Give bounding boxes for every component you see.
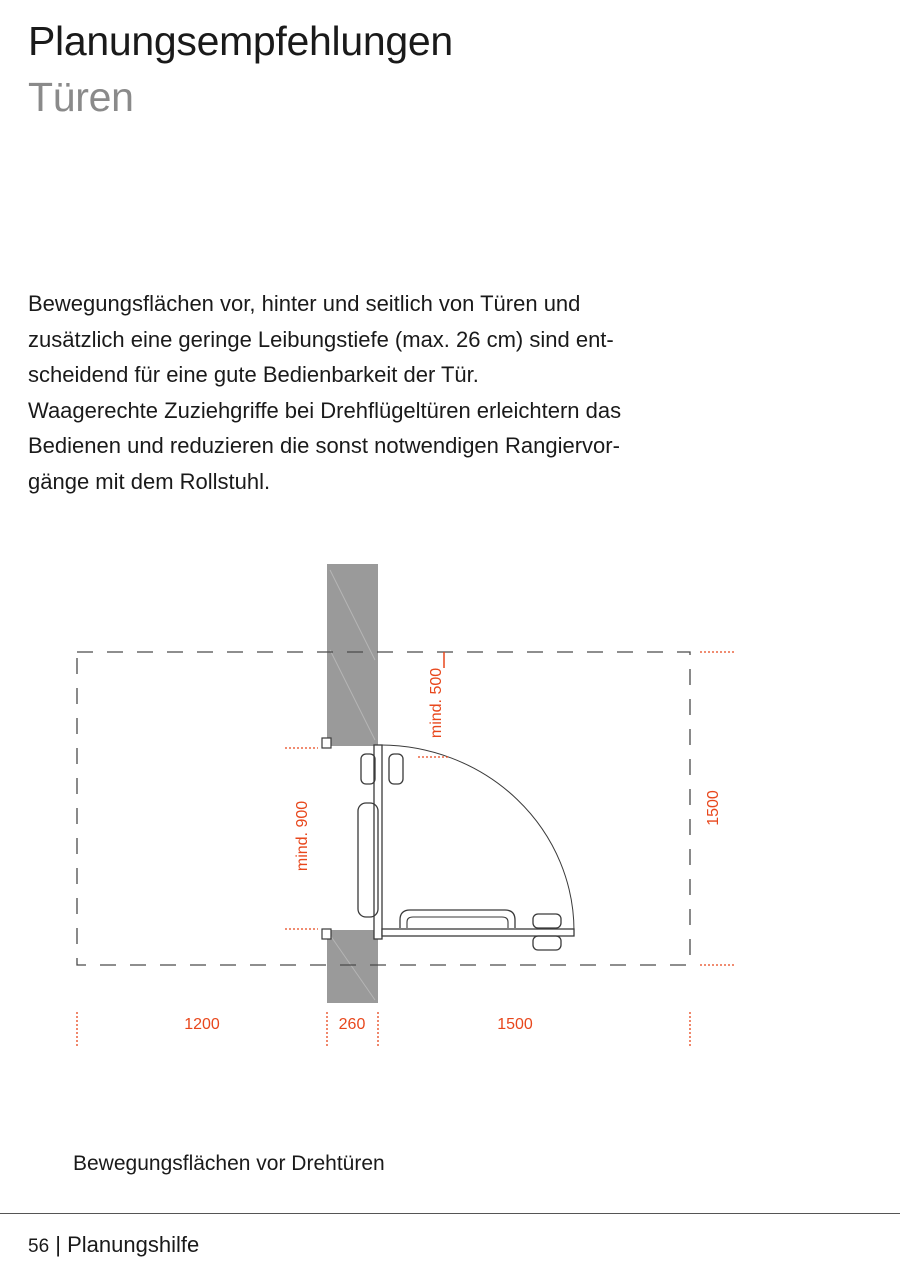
movement-area-outline (77, 652, 690, 965)
dim-wall-depth: 260 (338, 1016, 366, 1033)
wall-upper (327, 564, 378, 746)
body-line: Bewegungsflächen vor, hinter und seitlich von Türen und (28, 291, 581, 316)
figure-caption: Bewegungsflächen vor Drehtüren (73, 1152, 385, 1175)
leaf-handle-small (533, 914, 561, 928)
page-number: 56 (28, 1236, 50, 1257)
body-line: zusätzlich eine geringe Leibungstiefe (max. 26 cm) sind ent- (28, 326, 614, 352)
dim-right-width: 1500 (497, 1016, 533, 1033)
footer-separator: | (55, 1232, 61, 1257)
footer-divider (0, 1213, 900, 1214)
dim-left-width: 1200 (184, 1016, 220, 1033)
horizontal-pull-handle (400, 910, 515, 928)
body-line: gänge mit dem Rollstuhl. (28, 468, 271, 494)
body-paragraph (28, 286, 748, 500)
dim-depth: 1500 (705, 790, 722, 826)
leaf-handle-small (533, 936, 561, 950)
horizontal-pull-handle (407, 917, 508, 928)
door-swing-arc (380, 745, 574, 931)
wall-handle-small (361, 754, 375, 784)
body-line: Waagerechte Zuziehgriffe bei Drehflügeltüren erleichtern das (28, 397, 622, 423)
dim-door-width: mind. 900 (294, 800, 311, 872)
page-title: Planungsempfehlungen (28, 18, 453, 64)
dimension-ticks (77, 652, 734, 1046)
door-stop (322, 929, 331, 939)
door-leaf (382, 929, 574, 936)
body-line: Bedienen und reduzieren die sonst notwendigen Rangiervor- (28, 433, 620, 459)
body-line: scheidend für eine gute Bedienbarkeit der Tür. (28, 362, 479, 388)
dim-side-clearance: mind. 500 (428, 667, 445, 739)
door-stop (322, 738, 331, 748)
page-footer (28, 1232, 199, 1258)
page-subtitle: Türen (28, 74, 134, 120)
door-clearance-diagram (0, 540, 900, 1060)
wall-handle-small (389, 754, 403, 784)
footer-section: Planungshilfe (67, 1232, 200, 1257)
